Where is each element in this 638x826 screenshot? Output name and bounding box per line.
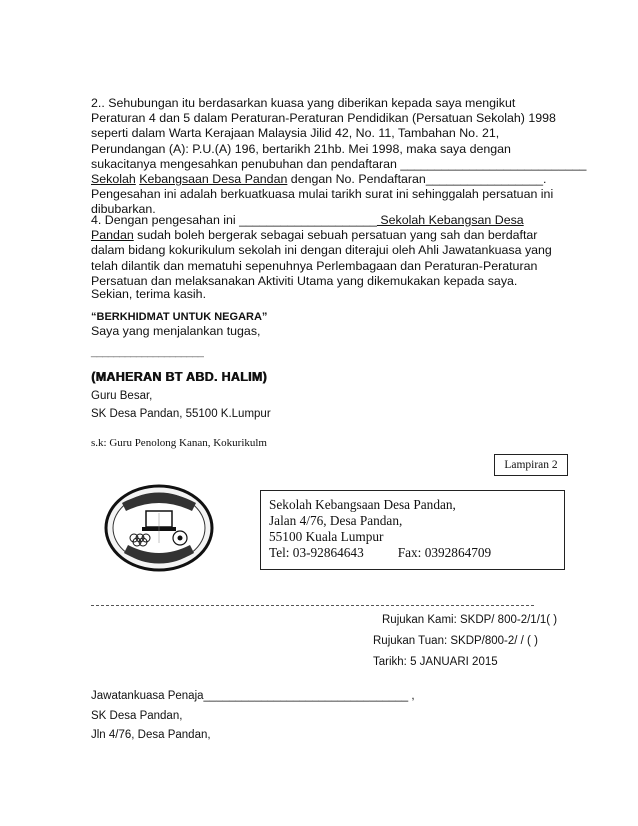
your-reference: Rujukan Tuan: SKDP/800-2/ / ( ) — [373, 635, 538, 647]
paragraph-2-line: dibubarkan. — [91, 202, 156, 217]
recipient-school: SK Desa Pandan, — [91, 710, 183, 722]
paragraph-4-line: Persatuan dan melaksanakan Aktiviti Utama yang dikemukakan kepada saya. — [91, 273, 518, 288]
school-name-underlined: Pandan — [91, 228, 134, 243]
signatory-title: Guru Besar, — [91, 390, 153, 402]
school-logo — [104, 483, 214, 573]
paragraph-4-line: telah dilantik dan mematuhi sepenuhnya Perlembagaan dan Peraturan-Peraturan — [91, 258, 538, 273]
address-lines — [269, 497, 491, 561]
signatory-name: (MAHERAN BT ABD. HALIM) — [91, 370, 267, 384]
paragraph-2 — [91, 96, 586, 218]
closing-thanks: Sekian, terima kasih. — [91, 287, 207, 301]
letterhead-divider — [91, 605, 534, 606]
paragraph-2-line: 2.. Sehubungan itu berdasarkan kuasa yang diberikan kepada saya mengikut — [91, 96, 516, 110]
motto: “BERKHIDMAT UNTUK NEGARA” — [91, 311, 268, 323]
address-line: Sekolah Kebangsaan Desa Pandan, — [269, 497, 456, 512]
paragraph-2-line: sukacitanya mengesahkan penubuhan dan pendaftaran ___________________________ — [91, 156, 587, 171]
paragraph-2-line: Peraturan 4 dan 5 dalam Peraturan-Peraturan Pendidikan (Persatuan Sekolah) 1998 — [91, 111, 556, 126]
registration-text: dengan No. Pendaftaran_________________. — [287, 172, 547, 187]
carbon-copy: s.k: Guru Penolong Kanan, Kokurikulm — [91, 437, 267, 449]
attachment-label: Lampiran 2 — [494, 454, 568, 476]
address-line: 55100 Kuala Lumpur — [269, 529, 384, 544]
paragraph-4-line — [91, 228, 552, 243]
letter-date: Tarikh: 5 JANUARI 2015 — [373, 656, 498, 668]
paragraph-2-line: Perundangan (A): P.U.(A) 196, bertarikh 21hb. Mei 1998, maka saya dengan — [91, 141, 511, 156]
paragraph-2-line: Pengesahan ini adalah berkuatkuasa mulai tarikh surat ini sehinggalah persatuan ini — [91, 187, 554, 202]
signatory-address: SK Desa Pandan, 55100 K.Lumpur — [91, 408, 271, 420]
school-crest-icon — [104, 483, 214, 573]
paragraph-4-text: 4. Dengan pengesahan ini ____________________ — [91, 213, 377, 227]
school-name-underlined: Sekolah Kebangsan Desa — [376, 213, 524, 227]
paragraph-4-line — [91, 213, 552, 228]
school-address-box — [260, 490, 565, 570]
telephone: Tel: 03-92864643 — [269, 545, 364, 560]
paragraph-4-line: dalam bidang kokurikulum sekolah ini dengan diterajui oleh Ahli Jawatankuasa yang — [91, 243, 552, 258]
contact-line — [269, 545, 491, 561]
fax: Fax: 0392864709 — [397, 545, 492, 560]
paragraph-4-text: sudah boleh bergerak sebagai sebuah persatuan yang sah dan berdaftar — [133, 228, 538, 243]
our-reference: Rujukan Kami: SKDP/ 800-2/1/1( ) — [382, 614, 558, 626]
address-line: Jalan 4/76, Desa Pandan, — [269, 513, 403, 528]
signature-line: ____________________ — [91, 346, 204, 358]
paragraph-2-line: seperti dalam Warta Kerajaan Malaysia Jilid 42, No. 11, Tambahan No. 21, — [91, 126, 500, 141]
paragraph-4 — [91, 213, 552, 289]
paragraph-2-line — [91, 172, 586, 187]
service-line: Saya yang menjalankan tugas, — [91, 324, 261, 338]
recipient-committee: Jawatankuasa Penaja________________________________ , — [91, 690, 415, 702]
school-name-underlined: Kebangsaan Desa Pandan — [139, 172, 288, 187]
school-name-underlined: Sekolah — [91, 172, 136, 187]
recipient-address: Jln 4/76, Desa Pandan, — [91, 729, 211, 741]
